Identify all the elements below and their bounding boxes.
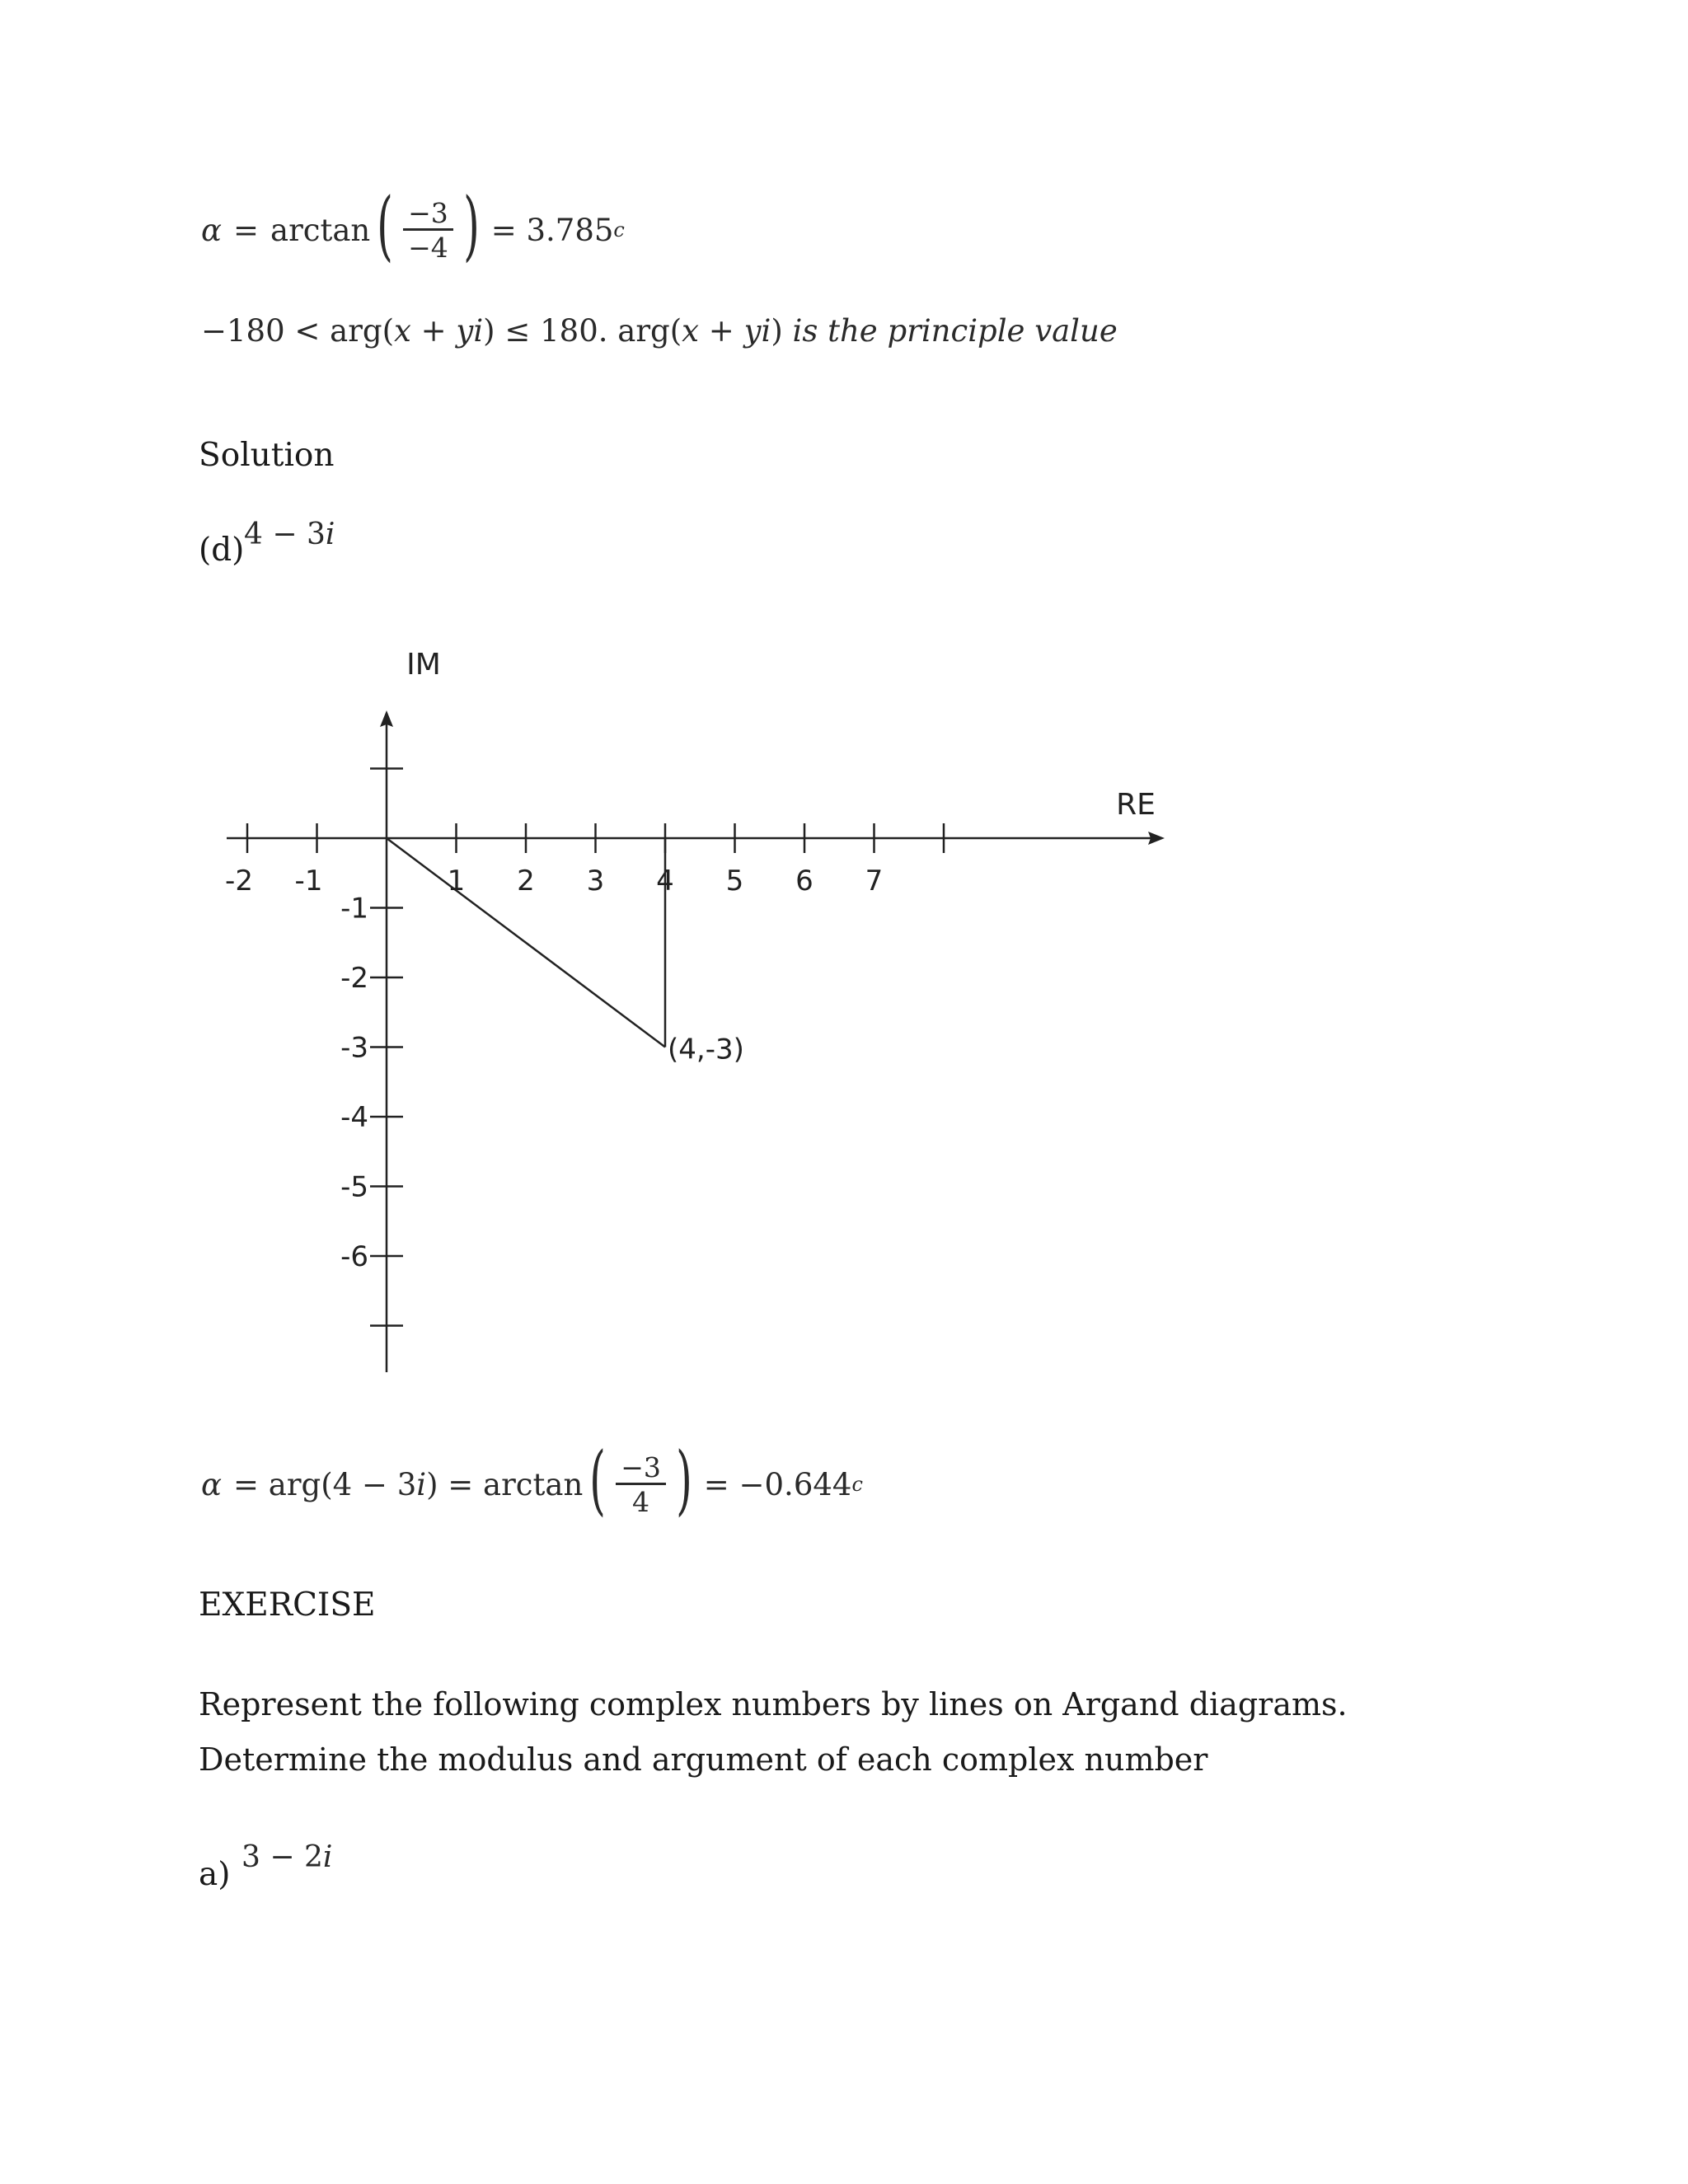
x-tick-label: -1 <box>294 865 323 898</box>
alpha-symbol: α <box>201 212 222 248</box>
expr-real-part-a: 3 − 2 <box>241 1840 323 1874</box>
range-lhs: −180 < arg( <box>201 313 395 349</box>
y-tick-label: -4 <box>340 1101 368 1134</box>
result-value-2: = −0.644 <box>703 1466 852 1502</box>
var-yi-2: yi <box>743 313 771 349</box>
expr-real-part: 4 − 3 <box>244 518 326 551</box>
fraction-numerator-2: −3 <box>616 1454 666 1485</box>
var-yi: yi <box>456 313 484 349</box>
principle-value-text: is the principle value <box>782 313 1118 349</box>
exercise-heading: EXERCISE <box>199 1586 376 1624</box>
range-mid: ) ≤ 180. arg( <box>483 313 682 349</box>
y-tick-label: -2 <box>340 962 368 995</box>
imag-unit: i <box>416 1466 427 1502</box>
imaginary-axis-label: IM <box>406 648 441 682</box>
expr-imag-unit-a: i <box>322 1840 333 1874</box>
y-tick-label: -3 <box>340 1031 368 1065</box>
fraction-numerator: −3 <box>403 199 453 231</box>
left-paren: ( <box>377 181 394 269</box>
radian-superscript: c <box>613 218 625 241</box>
left-paren-2: ( <box>589 1436 607 1524</box>
x-tick-label: 5 <box>725 865 744 898</box>
part-a-label: a) <box>199 1856 231 1893</box>
plus-sign-2: + <box>699 313 744 349</box>
x-tick-label: 4 <box>656 865 674 898</box>
real-axis-label: RE <box>1116 788 1156 822</box>
alpha-symbol-2: α <box>201 1466 222 1502</box>
close-paren: ) <box>771 313 783 349</box>
imaginary-axis-arrow <box>380 710 393 727</box>
point-label: (4,-3) <box>668 1033 744 1066</box>
plus-sign: + <box>410 313 457 349</box>
arctan-equals: ) = arctan <box>426 1466 584 1502</box>
x-tick-label: 1 <box>447 865 466 898</box>
y-tick-label: -6 <box>340 1240 368 1273</box>
radian-superscript-2: c <box>851 1473 863 1496</box>
part-d-label: (d) <box>199 532 245 569</box>
exercise-line-1: Represent the following complex numbers by lines on Argand diagrams. <box>199 1686 1348 1722</box>
y-tick-label: -1 <box>340 892 368 926</box>
real-axis-arrow <box>1148 832 1165 845</box>
fraction-2 <box>616 1451 666 1518</box>
right-paren: ) <box>462 181 480 269</box>
exercise-line-2: Determine the modulus and argument of each complex number <box>199 1741 1208 1778</box>
arg-expression: = arg(4 − 3 <box>233 1466 417 1502</box>
x-tick-label: -2 <box>225 865 253 898</box>
x-tick-label: 6 <box>795 865 814 898</box>
x-tick-label: 3 <box>586 865 605 898</box>
var-x-2: x <box>682 313 700 349</box>
var-x: x <box>394 313 411 349</box>
result-value: = 3.785 <box>490 212 614 248</box>
equals-sign: = <box>233 212 260 248</box>
solution-heading: Solution <box>199 437 335 474</box>
x-tick-label: 7 <box>865 865 884 898</box>
fraction-denominator: −4 <box>408 231 448 264</box>
equation-alpha-arg <box>201 1436 863 1524</box>
y-tick-label: -5 <box>340 1170 368 1204</box>
part-a-expression <box>241 1840 332 1874</box>
x-tick-label: 2 <box>517 865 535 898</box>
right-paren-2: ) <box>675 1436 692 1524</box>
fraction-denominator-2: 4 <box>632 1485 650 1518</box>
arctan-function: arctan <box>270 212 371 248</box>
expr-imag-unit: i <box>325 518 335 551</box>
